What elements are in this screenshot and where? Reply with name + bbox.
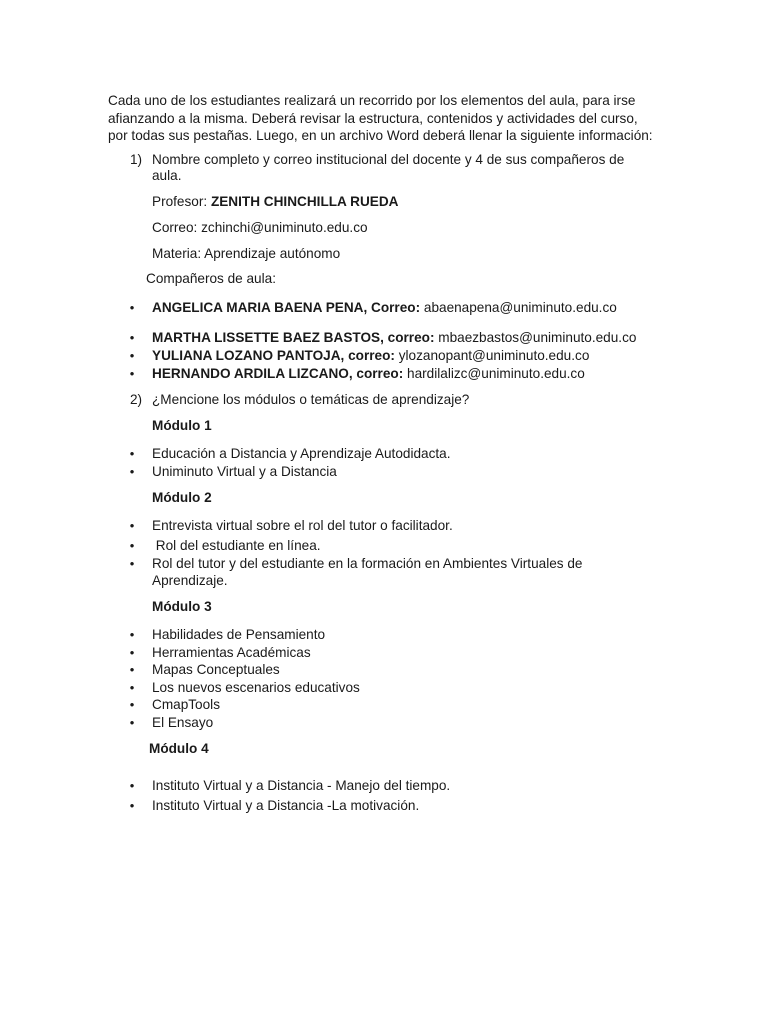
list-item: Instituto Virtual y a Distancia -La motivación.	[152, 798, 420, 813]
bullet-icon: •	[129, 366, 135, 381]
bullet-icon: •	[129, 556, 135, 571]
question-2-text: ¿Mencione los módulos o temáticas de aprendizaje?	[152, 392, 470, 407]
list-item: Instituto Virtual y a Distancia - Manejo del tiempo.	[152, 778, 451, 793]
bullet-icon: •	[129, 348, 135, 363]
list-item: Los nuevos escenarios educativos	[152, 680, 360, 695]
bullet-icon: •	[129, 627, 135, 642]
modulo-2-title: Módulo 2	[152, 490, 212, 505]
bullet-icon: •	[129, 680, 135, 695]
student-name: HERNANDO ARDILA LIZCANO, correo:	[152, 366, 404, 381]
list-item: Entrevista virtual sobre el rol del tutor o facilitador.	[152, 518, 453, 533]
companeros-label: Compañeros de aula:	[146, 271, 276, 286]
list-item: El Ensayo	[152, 715, 214, 730]
profesor-email: Correo: zchinchi@uniminuto.edu.co	[152, 220, 368, 235]
modulo-4-title: Módulo 4	[149, 741, 209, 756]
bullet-icon: •	[129, 518, 135, 533]
bullet-icon: •	[129, 715, 135, 730]
list-item: Uniminuto Virtual y a Distancia	[152, 464, 337, 479]
bullet-icon: •	[129, 778, 135, 793]
student-email: mbaezbastos@uniminuto.edu.co	[434, 330, 637, 345]
student-name: YULIANA LOZANO PANTOJA, correo:	[152, 348, 395, 363]
question-2-number: 2)	[130, 392, 143, 407]
student-item	[152, 299, 617, 316]
bullet-icon: •	[129, 330, 135, 345]
question-1-number: 1)	[130, 152, 143, 167]
profesor-line	[152, 193, 398, 210]
student-email: hardilalizc@uniminuto.edu.co	[403, 366, 585, 381]
intro-line: afianzando a la misma. Deberá revisar la estructura, contenidos y actividades del curso,	[108, 110, 638, 126]
bullet-icon: •	[129, 798, 135, 813]
list-item: Mapas Conceptuales	[152, 662, 280, 677]
bullet-icon: •	[129, 300, 135, 315]
list-item: Rol del estudiante en línea.	[152, 538, 321, 553]
question-1-text: Nombre completo y correo institucional del docente y 4 de sus compañeros de	[152, 152, 625, 167]
bullet-icon: •	[129, 662, 135, 677]
list-item: Habilidades de Pensamiento	[152, 627, 326, 642]
student-item	[152, 365, 585, 382]
student-item	[152, 329, 636, 346]
intro-line: Cada uno de los estudiantes realizará un recorrido por los elementos del aula, para irse	[108, 93, 636, 108]
bullet-icon: •	[129, 538, 135, 553]
bullet-icon: •	[129, 645, 135, 660]
modulo-3-title: Módulo 3	[152, 599, 212, 614]
student-email: abaenapena@uniminuto.edu.co	[420, 300, 617, 315]
list-item-cont: Aprendizaje.	[152, 573, 228, 588]
bullet-icon: •	[129, 464, 135, 479]
materia: Materia: Aprendizaje autónomo	[152, 246, 341, 261]
student-item	[152, 347, 589, 364]
bullet-icon: •	[129, 446, 135, 461]
student-email: ylozanopant@uniminuto.edu.co	[394, 348, 590, 363]
profesor-name: ZENITH CHINCHILLA RUEDA	[210, 194, 399, 209]
profesor-label: Profesor:	[152, 194, 211, 209]
list-item: CmapTools	[152, 697, 220, 712]
intro-paragraph	[108, 92, 668, 145]
list-item: Educación a Distancia y Aprendizaje Autodidacta.	[152, 446, 451, 461]
intro-line: por todas sus pestañas. Luego, en un archivo Word deberá llenar la siguiente información:	[108, 128, 653, 143]
student-name: ANGELICA MARIA BAENA PENA, Correo:	[152, 300, 421, 315]
student-name: MARTHA LISSETTE BAEZ BASTOS, correo:	[152, 330, 435, 345]
list-item: Herramientas Académicas	[152, 645, 311, 660]
modulo-1-title: Módulo 1	[152, 418, 212, 433]
list-item: Rol del tutor y del estudiante en la formación en Ambientes Virtuales de	[152, 556, 583, 571]
bullet-icon: •	[129, 697, 135, 712]
question-1-text-cont: aula.	[152, 168, 182, 183]
